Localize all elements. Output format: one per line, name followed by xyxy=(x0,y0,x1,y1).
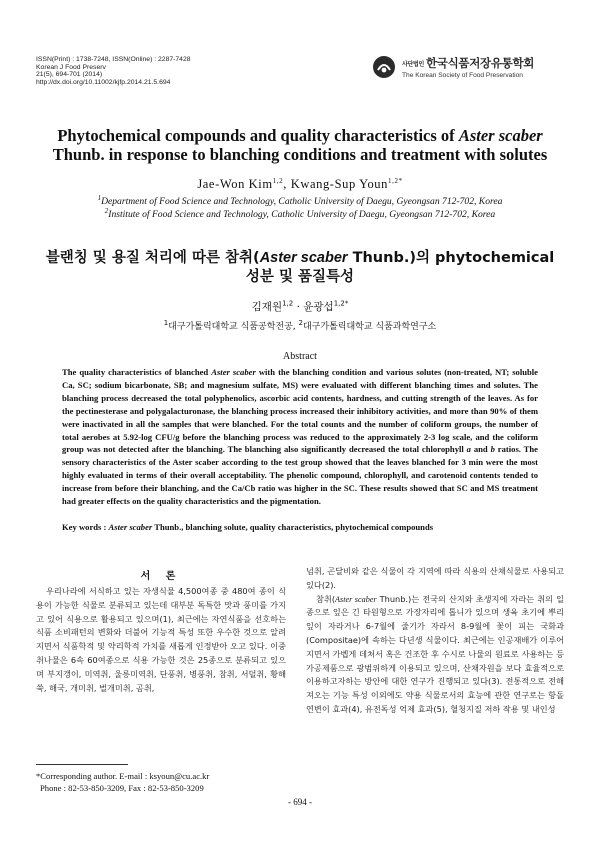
intro-column-left xyxy=(36,585,286,695)
korean-title-species: Aster scaber xyxy=(259,250,348,266)
author-2: Kwang-Sup Youn xyxy=(290,177,389,191)
keywords: Key words : Aster scaber Thunb., blanching solute, quality characteristics, phytochemical compounds xyxy=(62,522,434,532)
intro-paragraph-1: 우리나라에 서식하고 있는 자생식물 4,500여종 중 480여 종이 식용이 가능한 식물로 분류되고 있는데 대부분 독특한 맛과 풍미를 가지고 있어 식용으로 활용되고 있으며(1), 최근에는 자연식품을 선호하는 식품 소비패턴의 변화와 더불어 기능적 특성 또한 우수한 것으로 알려지면서 식품학적 및 약리학적 가치를 새롭게 인정받아 오고 있다. 이중 취나물은 6속 60여종으로 식용 가능한 것은 25종으로 분류되고 있으며 부지갱이, 미역취, 울릉미역취, 단풍취, 병풍취, 참취, 서덜취, 황해쑥, 해국, 개미취, 벌개미취, 곰취, xyxy=(36,586,286,693)
intro-column-right xyxy=(306,565,564,717)
paper-title: Phytochemical compounds and quality characteristics of Aster scaber Thunb. in response to blanching conditions and treatment with solutes xyxy=(52,126,548,164)
abstract-heading: Abstract xyxy=(283,351,317,362)
keywords-label: Key words : xyxy=(62,522,109,532)
korean-title: 블랜칭 및 용질 처리에 따른 참취(Aster scaber Thunb.)의 phytochemical 성분 및 품질특성 xyxy=(45,250,555,285)
affiliation-2: $^2$Institute of Food Science and Technology, Catholic University of Daegu, Gyeongsan 712-702, Korea xyxy=(104,206,496,220)
intro-paragraph-2: 넘취, 곤달비와 같은 식물이 각 지역에 따라 식용의 산채식물로 사용되고 있다(2). xyxy=(306,566,564,590)
korean-affiliations: $^1$대구가톨릭대학교 식품공학전공, $^2$대구가톨릭대학교 식품과학연구소 xyxy=(163,319,437,332)
author-1: Jae-Won Kim xyxy=(197,177,273,191)
society-name-kr: 한국식품저장유통학회 xyxy=(425,56,535,70)
species-name: Aster scaber xyxy=(458,126,543,145)
journal-name: Korean J Food Preserv xyxy=(36,63,106,71)
corresponding-author: *Corresponding author. E-mail : ksyoun@cu.ac.kr xyxy=(36,771,210,781)
society-name-en: The Korean Society of Food Preservation xyxy=(402,72,523,79)
volume-issue: 21(5), 694-701 (2014) xyxy=(36,71,103,79)
society-prefix: 사단법인 xyxy=(402,61,424,68)
footnote xyxy=(36,770,209,794)
page-number: - 694 - xyxy=(288,797,312,807)
society-emblem-icon xyxy=(372,55,396,79)
affiliations xyxy=(20,193,580,221)
abstract-body: The quality characteristics of blanched Aster scaber with the blanching condition and various solutes (non-treated, NT; soluble Ca, SC; sodium bicarbonate, SB; and magnesium sulfate, MS) were evaluated with different blanching times and solutes. The blanching process decreased the total polyphenolics, ascorbic acid contents, hardness, and cutting strength of the leaves. As for the pectinesterase and polygalacturonase, the blanching process increased their inhibitory activities, and more than 90% of them were inactivated in all the samples that were blanched. For the total counts and the number of coliform groups, the number of total aerobes at 5.92-log CFU/g before the blanching process was reduced to the approximately 2-3 log scale, and the coliform group was not detected after the blanching. The blanching also significantly decreased the total chlorophyll a and b ratios. The sensory characteristics of the Aster scaber according to the test group showed that the leaves blanched for 3 min were the most highly evaluated in terms of their overall acceptability. The phenolic compound, chlorophyll, and carotenoid contents tended to increase from before their blanching, and the Ca/Cb ratio was higher in the SC. These results showed that SC and MS treatment had greater effects on the quality characteristics and the pigmentation. xyxy=(62,367,539,507)
section-heading-introduction: 서 론 xyxy=(140,571,182,582)
korean-authors: 김재원$^{1,2}$ · 윤광섭$^{1,2*}$ xyxy=(251,299,349,313)
society-logo xyxy=(372,55,534,79)
footnote-divider xyxy=(36,764,128,765)
journal-meta xyxy=(36,56,191,86)
doi-link[interactable]: http://dx.doi.org/10.11002/kjfp.2014.21.5.694 xyxy=(36,78,171,86)
authors: Jae-Won Kim$^{1,2}$, Kwang-Sup Youn$^{1,2*}$ xyxy=(197,176,403,191)
contact-phone-fax: Phone : 82-53-850-3209, Fax : 82-53-850-3209 xyxy=(40,783,204,793)
affiliation-1: $^1$Department of Food Science and Technology, Catholic University of Daegu, Gyeongsan 712-702, Korea xyxy=(97,193,503,207)
intro-paragraph-3: 참취(Aster scaber Thunb.)는 전국의 산지와 초생지에 자라는 취의 일종으로 잎은 긴 타원형으로 가장자리에 톱니가 있으며 생육 초기에 뿌리 잎이 자라거나 6-7월에 줄기가 자라서 8-9월에 꽃이 피는 국화과(Compositae)에 속하는 다년생 식물이다. 최근에는 인공재배가 이루어지면서 가벱게 데쳐서 혹은 건조한 후 수시로 나물의 원료로 사용하는 등 가공제품으로 광범위하게 이용되고 있으며, 산채자원을 보다 효율적으로 이용하고자하는 방안에 대한 연구가 진행되고 있다(3). 전통적으로 전해져오는 기능 특성 이외에도 약용 식물로서의 효능에 관한 연구로는 항돌연변이 효과(4), 유전독성 억제 효과(5), 혈청지질 저하 작용 및 내인성 xyxy=(306,593,564,714)
issn-line: ISSN(Print) : 1738-7248, ISSN(Online) : 2287-7428 xyxy=(36,56,191,63)
